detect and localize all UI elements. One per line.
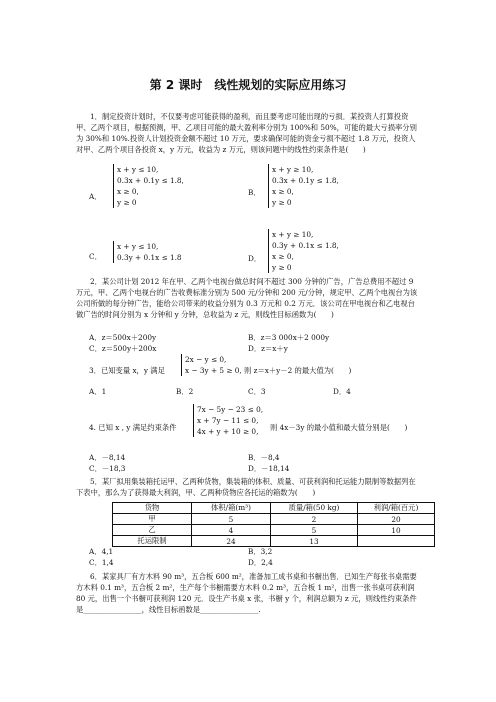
q4-option-a: A．－8,14 bbox=[89, 453, 126, 462]
page-title: 第 2 课时 线性规划的实际应用练习 bbox=[149, 78, 347, 92]
table-cell: 托运限制 bbox=[113, 536, 192, 547]
table-cell: 5 bbox=[192, 514, 271, 525]
q1-option-b-system: x + y ≥ 10, 0.3x + 0.1y ≤ 1.8, x ≥ 0, y ≥ 0 bbox=[268, 164, 339, 208]
q3-option-b: B．2 bbox=[176, 387, 194, 396]
table-cell: 24 bbox=[192, 536, 271, 547]
table-row bbox=[113, 514, 435, 525]
q3-option-d: D．4 bbox=[333, 387, 351, 396]
table-row bbox=[113, 525, 435, 536]
q2-option-c: C．z＝500y＋200x bbox=[89, 344, 157, 353]
table-cell: 4 bbox=[192, 525, 271, 536]
q5-stem: 5．某厂拟用集装箱托运甲、乙两种货物，集装箱的体积、质量、可获利润和托运能力限制等数据列在下表中，那么为了获得最大利润，甲、乙两种货物应各托运的箱数为( ) bbox=[76, 477, 416, 497]
q3-tail: 则 z＝x＋y－2 的最大值为( ) bbox=[244, 366, 352, 375]
q2-option-a: A．z＝500x＋200y bbox=[89, 333, 157, 342]
q5-option-b: B．3,2 bbox=[248, 547, 273, 556]
table-cell: 2 bbox=[271, 514, 358, 525]
q5-option-a: A．4,1 bbox=[89, 547, 114, 556]
q4-tail: 则 4x－3y 的最小值和最大值分别是( ) bbox=[270, 423, 408, 432]
q3-option-a: A．1 bbox=[89, 387, 107, 396]
table-cell: 20 bbox=[358, 514, 435, 525]
q4-lead: 4. 已知 x , y 满足约束条件 bbox=[89, 423, 177, 432]
q1-option-b-label: B． bbox=[248, 188, 261, 197]
q1-option-a-system: x + y ≤ 10, 0.3x + 0.1y ≤ 1.8, x ≥ 0, y ≥ 0 bbox=[113, 164, 184, 208]
q3-system: 2x − y ≤ 0, x − 3y + 5 ≥ 0, bbox=[181, 354, 242, 376]
q2-stem: 2．某公司计划 2012 年在甲、乙两个电视台做总时间不超过 300 分钟的广告，广告总费用不超过 9 万元，甲、乙两个电视台的广告收费标准分别为 500 元/分钟和 200 元/分钟，规定甲、乙两个电视台为该公司所做的每分钟广告，能给公司带来的收益分别为 0.3 万元和 0.2 万元．该公司在甲电视台和乙电视台做广告的时间分别为 x 分钟和 y 分钟，总收益为 z 元，则线性目标函数为( ) bbox=[76, 277, 418, 319]
q1-option-c-label: C． bbox=[89, 252, 102, 261]
q2-option-d: D．z＝x＋y bbox=[248, 344, 288, 353]
q3-option-c: C．3 bbox=[248, 387, 266, 396]
table-cell bbox=[358, 536, 435, 547]
q4-system: 7x − 5y − 23 ≤ 0, x + 7y − 11 ≤ 0, 4x + y + 10 ≥ 0, bbox=[193, 404, 263, 437]
cargo-table bbox=[112, 502, 435, 547]
q5-option-c: C．1,4 bbox=[89, 558, 114, 567]
q4-option-d: D．－18,14 bbox=[248, 464, 290, 473]
table-cell: 10 bbox=[358, 525, 435, 536]
table-header-cell: 利润/箱(百元) bbox=[358, 503, 435, 514]
table-cell: 5 bbox=[271, 525, 358, 536]
table-header-cell: 货物 bbox=[113, 503, 192, 514]
table-header-cell: 体积/箱(m³) bbox=[192, 503, 271, 514]
table-row bbox=[113, 536, 435, 547]
q2-option-b: B．z＝3 000x＋2 000y bbox=[248, 333, 330, 342]
q4-option-c: C．－18,3 bbox=[89, 464, 126, 473]
q5-option-d: D．2,4 bbox=[248, 558, 273, 567]
table-cell: 13 bbox=[271, 536, 358, 547]
q1-option-d-system: x + y ≥ 10, 0.3y + 0.1x ≤ 1.8, x ≥ 0, y ≥ 0 bbox=[268, 229, 339, 273]
q6-stem: 6．某家具厂有方木料 90 m³，五合板 600 m²，准备加工成书桌和书橱出售．已知生产每张书桌需要方木料 0.1 m³，五合板 2 m²，生产每个书橱需要方木料 0.2 m³，五合板 1 m²，出售一张书桌可获利润 80 元，出售一个书橱可获利润 120 元．设生产书桌 x 张，书橱 y 个，利润总额为 z 元，则线性约束条件是________________，线性目标函数是________________. bbox=[76, 572, 417, 614]
q4-option-b: B．－8,4 bbox=[248, 453, 280, 462]
q1-option-a-label: A． bbox=[89, 192, 102, 201]
table-cell: 甲 bbox=[113, 514, 192, 525]
q1-stem: 1．制定投资计划时，不仅要考虑可能获得的盈利，而且要考虑可能出现的亏损．某投资人打算投资甲、乙两个项目，根据预测，甲、乙项目可能的最大盈利率分别为 100%和 50%，可能的最大亏损率分别为 30%和 10%.投资人计划投资金额不超过 10 万元，要求确保可能的资金亏损不超过 1.8 万元，投资人对甲、乙两个项目各投资 x，y 万元，收益为 z 万元，则该问题中的线性约束条件是( ) bbox=[76, 112, 417, 154]
q1-option-c-system: x + y ≤ 10, 0.3y + 0.1x ≤ 1.8 bbox=[113, 241, 182, 263]
q1-option-d-label: D． bbox=[248, 254, 262, 263]
table-cell: 乙 bbox=[113, 525, 192, 536]
q3-lead: 3．已知变量 x，y 满足 bbox=[89, 366, 165, 375]
table-header-cell: 质量/箱(50 kg) bbox=[271, 503, 358, 514]
table-header-row bbox=[113, 503, 435, 514]
